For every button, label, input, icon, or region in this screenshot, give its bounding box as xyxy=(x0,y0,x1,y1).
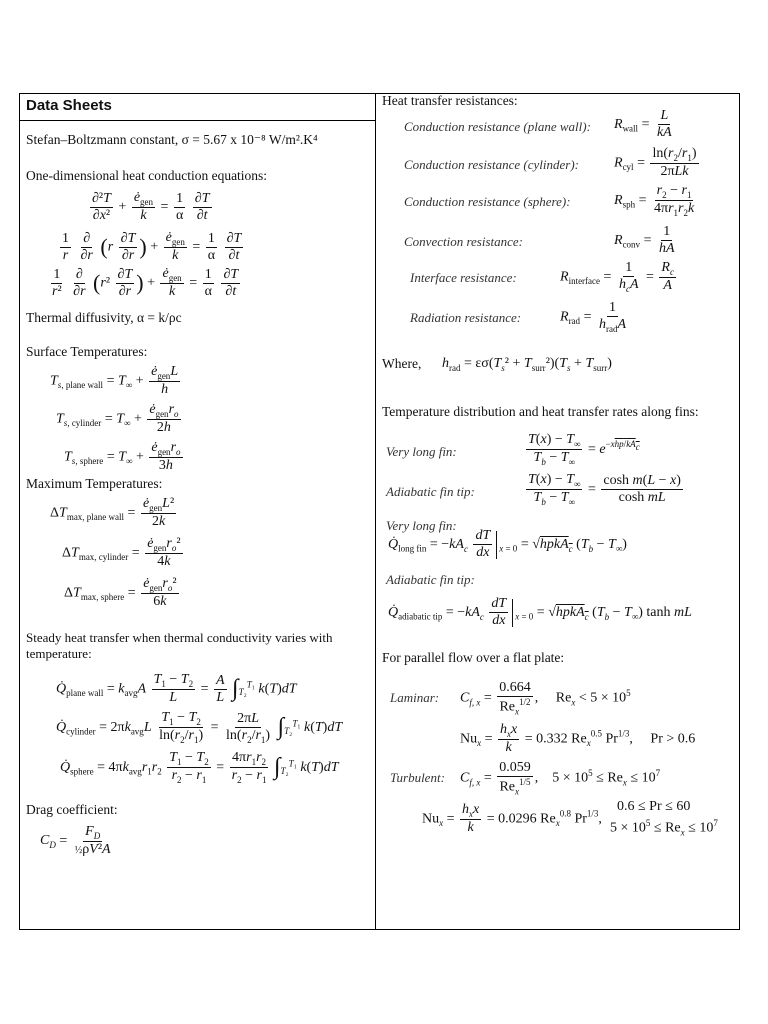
stefan-boltzmann-constant: Stefan–Boltzmann constant, σ = 5.67 x 10⁻⁸ W/m².K⁴ xyxy=(26,132,318,147)
r-interface-eq: $R_{interface}$ = $\frac{1}{h_cA}$ = $\frac{R_c}{A}$ xyxy=(560,260,674,294)
adiabatic-fin-tip-label: Adiabatic fin tip: xyxy=(386,484,475,499)
adiabatic-fin-temp-eq: $\frac{T(x) - T_\infty}{T_b - T_\infty}$ = $\frac{\text{cosh m(L − x)}}{\text{cosh mL}}$ xyxy=(528,472,681,507)
conduction-eq-cartesian: $\frac{\text{∂²T}}{\text{∂x²}}$ + $\frac{ė_{gen}}{k}$ = $\frac{1}{\alpha}$ $\frac{\partial T}{\partial t}$ xyxy=(92,190,210,224)
surface-temps-heading: Surface Temperatures: xyxy=(26,344,148,359)
title-rule xyxy=(20,120,375,121)
max-temps-heading: Maximum Temperatures: xyxy=(26,476,163,491)
steady-cylinder: $Q̇_{cylinder} = 2\pi k_{avg}L$ $\frac{T_1 - T_2}{\ln(r_2/r_1)}$ = $\frac{2\pi L}{\ln(r_2/r_1)}$ $\int_{T_2}^{T_1}$ k(T)dT xyxy=(56,710,343,745)
resistances-heading: Heat transfer resistances: xyxy=(382,93,518,108)
very-long-fin-label: Very long fin: xyxy=(386,444,457,459)
flat-plate-heading: For parallel flow over a flat plate: xyxy=(382,650,565,665)
r-sph-eq: $R_{sph}$ = $\frac{r_2 - r_1}{4\pi r_1r_2k}$ xyxy=(614,183,695,218)
turbulent-cf-eq: $C_{f, x}$ = $\frac{0.059}{Re_x^{1/5}}$ , $5 \times 10^5 \le Re_x \le 10^7$ xyxy=(460,760,661,797)
h-rad-eq: $h_{rad} = \varepsilon\sigma(T_s^2 + T_{surr}^2)(T_s + T_{surr})$ xyxy=(442,356,612,373)
r-wall-eq: $R_{wall}$ = $\frac{L}{kA}$ xyxy=(614,108,672,141)
laminar-label: Laminar: xyxy=(390,690,440,705)
drag-coefficient-eq: $C_D$ = $\frac{F_D}{\text{½ρV²A}}$ xyxy=(40,824,111,858)
very-long-fin-label-2: Very long fin: xyxy=(386,518,457,533)
laminar-cf-eq: $C_{f, x}$ = $\frac{0.664}{Re_x^{1/2}}$ , $Re_x < 5 \times 10^5$ xyxy=(460,680,631,717)
q-adiabatic-tip-eq: $Q̇_{adiabatic tip} = -kA_c$ $\frac{dT}{dx}$ $_{x = 0}$ = √hpkA$_c$ $(T_b - T_\infty)$ tanh mL xyxy=(388,596,692,629)
page-title: Data Sheets xyxy=(26,97,112,114)
turbulent-label: Turbulent: xyxy=(390,770,445,785)
very-long-fin-temp-eq: $\frac{T(x) - T_\infty}{T_b - T_\infty}$ = $e^{-xhp/kA_c}$ xyxy=(528,432,640,467)
r-rad-eq: $R_{rad}$ = $\frac{1}{h_{rad}A}$ xyxy=(560,300,627,334)
steady-heat-heading: Steady heat transfer when thermal conductivity varies with temperature: xyxy=(26,630,333,661)
steady-sphere: $Q̇_{sphere} = 4\pi k_{avg}r_1r_2$ $\frac{T_1 - T_2}{r_2 - r_1}$ = $\frac{4\pi r_1r_2}{r_2 - r_1}$ $\int_{T_2}^{T_1}$ k(T)dT xyxy=(60,750,339,785)
one-dim-heading: One-dimensional heat conduction equations: xyxy=(26,168,268,183)
q-long-fin-eq: $Q̇_{long fin} = -kA_c$ $\frac{dT}{dx}$ $_{x = 0}$ = √hpkA$_c$ $(T_b - T_\infty)$ xyxy=(388,528,627,561)
column-divider xyxy=(375,94,376,929)
turbulent-nu-conditions: 0.6 ≤ Pr ≤ 60 $5 \times 10^5 \le Re_x \le 10^7$ xyxy=(610,799,718,838)
r-cyl-eq: $R_{cyl}$ = $\frac{\ln(r_2/r_1)}{\text{2πLk}}$ xyxy=(614,146,697,180)
steady-plane-wall: $Q̇_{plane wall} = k_{avg}A$ $\frac{T_1 - T_2}{L}$ = $\frac{A}{L}$ $\int_{T_2}^{T_1}$ k(T)dT xyxy=(56,672,297,706)
r-conv-eq: $R_{conv}$ = $\frac{1}{hA}$ xyxy=(614,224,675,257)
drag-heading: Drag coefficient: xyxy=(26,802,118,817)
conduction-eq-cylindrical: $\frac{1}{r}$ $\frac{\partial}{\partial r}$ (r $\frac{\partial T}{\partial r}$ ) + $\frac{ė_{gen}}{k}$ = $\frac{1}{\alpha}$ $\frac{\partial T}{\partial t}$ xyxy=(62,230,242,264)
max-temp-plane-wall: $\Delta T_{max, plane wall}$ = $\frac{ė_{gen}L^2}{2k}$ xyxy=(50,496,175,530)
conduction-eq-spherical: $\frac{1}{\text{r²}}$ $\frac{\partial}{\partial r}$ (r² $\frac{\partial T}{\partial r}$ ) + $\frac{ė_{gen}}{k}$ = $\frac{1}{\alpha}$ $\frac{\partial T}{\partial t}$ xyxy=(52,266,239,300)
max-temp-cylinder: $\Delta T_{max, cylinder}$ = $\frac{ė_{gen}r_o^2}{4k}$ xyxy=(62,536,181,570)
turbulent-nu-eq: $Nu_x$ = $\frac{h_xx}{k}$ = 0.0296 $Re_x^{0.8}$ $Pr^{1/3}$, xyxy=(422,802,602,836)
fins-heading: Temperature distribution and heat transfer rates along fins: xyxy=(382,404,699,419)
laminar-nu-eq: $Nu_x$ = $\frac{h_xx}{k}$ = 0.332 $Re_x^{0.5}$ $Pr^{1/3}$, Pr > 0.6 xyxy=(460,722,696,756)
resistance-label-plane-wall: Conduction resistance (plane wall): xyxy=(404,119,591,134)
resistance-label-interface: Interface resistance: xyxy=(410,270,517,285)
surface-temp-plane-wall: $T_{s, plane wall} = T_\infty$ + $\frac{ė_{gen}L}{h}$ xyxy=(50,364,179,398)
resistance-label-cylinder: Conduction resistance (cylinder): xyxy=(404,157,579,172)
resistance-label-sphere: Conduction resistance (sphere): xyxy=(404,194,571,209)
resistance-label-convection: Convection resistance: xyxy=(404,234,524,249)
data-sheet xyxy=(19,93,740,930)
adiabatic-fin-tip-label-2: Adiabatic fin tip: xyxy=(386,572,475,587)
thermal-diffusivity: Thermal diffusivity, α = k/ρc xyxy=(26,310,182,325)
resistance-label-radiation: Radiation resistance: xyxy=(410,310,522,325)
surface-temp-cylinder: $T_{s, cylinder} = T_\infty$ + $\frac{ė_{gen}r_o}{2h}$ xyxy=(56,402,179,436)
where-label: Where, xyxy=(382,356,422,371)
surface-temp-sphere: $T_{s, sphere} = T_\infty$ + $\frac{ė_{gen}r_o}{3h}$ xyxy=(64,440,181,474)
max-temp-sphere: $\Delta T_{max, sphere}$ = $\frac{ė_{gen}r_o^2}{6k}$ xyxy=(64,576,177,610)
